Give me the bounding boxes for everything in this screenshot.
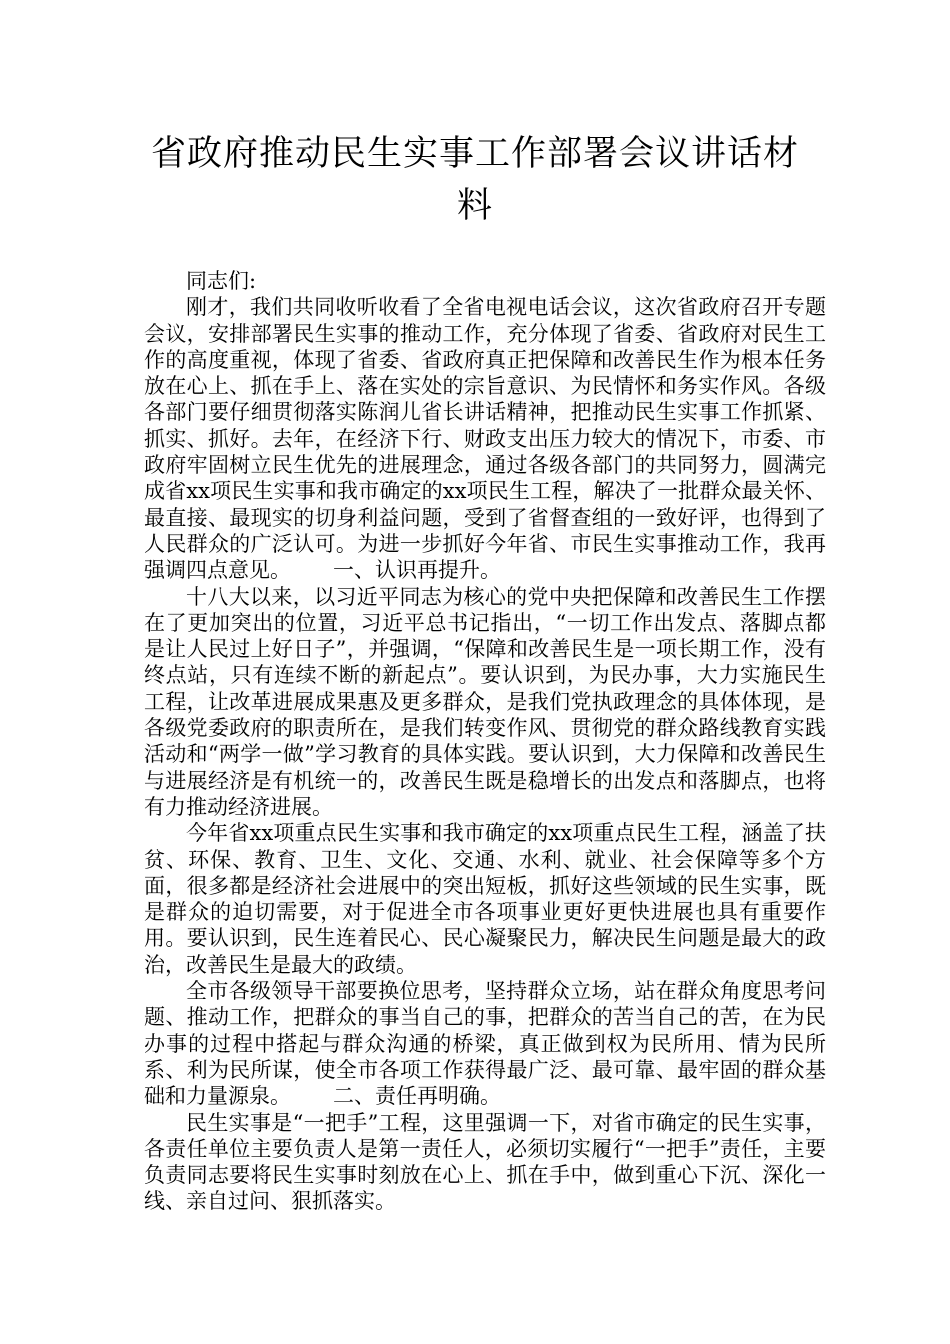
paragraph-3	[144, 820, 826, 978]
paragraph-text: 今年省xx项重点民生实事和我市确定的xx项重点民生工程，涵盖了扶贫、环保、教育、卫生、文化、交通、水利、就业、社会保障等多个方面，很多都是经济社会进展中的突出短板，抓好这些领域的民生实事，既是群众的迫切需要，对于促进全市各项事业更好更快进展也具有重要作用。要认识到，民生连着民心、民心凝聚民力，解决民生问题是最大的政治，改善民生是最大的政绩。	[144, 821, 826, 977]
paragraph-text: 刚才，我们共同收听收看了全省电视电话会议，这次省政府召开专题会议，安排部署民生实事的推动工作，充分体现了省委、省政府对民生工作的高度重视，体现了省委、省政府真正把保障和改善民生作为根本任务放在心上、抓在手上、落在实处的宗旨意识、为民情怀和务实作风。各级各部门要仔细贯彻落实陈润儿省长讲话精神，把推动民生实事工作抓紧、抓实、抓好。去年，在经济下行、财政支出压力较大的情况下，市委、市政府牢固树立民生优先的进展理念，通过各级各部门的共同努力，圆满完成省xx项民生实事和我市确定的xx项民生工程，解决了一批群众最关怀、最直接、最现实的切身利益问题，受到了省督查组的一致好评，也得到了人民群众的广泛认可。为进一步抓好今年省、市民生实事推动工作，我再强调四点意见。	[144, 295, 826, 583]
section-heading-2: 二、责任再明确。	[333, 1084, 501, 1109]
paragraph-text: 十八大以来，以习近平同志为核心的党中央把保障和改善民生工作摆在了更加突出的位置，习近平总书记指出，“一切工作出发点、落脚点都是让人民过上好日子”，并强调，“保障和改善民生是一项长期工作，没有终点站，只有连续不断的新起点”。要认识到，为民办事，大力实施民生工程，让改革进展成果惠及更多群众，是我们党执政理念的具体体现，是各级党委政府的职责所在，是我们转变作风、贯彻党的群众路线教育实践活动和“两学一做”学习教育的具体实践。要认识到，大力保障和改善民生与进展经济是有机统一的，改善民生既是稳增长的出发点和落脚点，也将有力推动经济进展。	[144, 584, 826, 819]
paragraph-2	[144, 584, 826, 821]
section-heading-1: 一、认识再提升。	[333, 558, 501, 583]
paragraph-text: 全市各级领导干部要换位思考，坚持群众立场，站在群众角度思考问题、推动工作，把群众的事当自己的事，把群众的苦当自己的苦，在为民办事的过程中搭起与群众沟通的桥梁，真正做到权为民所用、情为民所系、利为民所谋，使全市各项工作获得最广泛、最可靠、最牢固的群众基础和力量源泉。	[144, 979, 826, 1109]
paragraph-5	[144, 1110, 826, 1215]
salutation: 同志们:	[186, 269, 257, 293]
paragraph-text: 民生实事是“一把手”工程，这里强调一下，对省市确定的民生实事，各责任单位主要负责人是第一责任人，必须切实履行“一把手”责任，主要负责同志要将民生实事时刻放在心上、抓在手中，做到重心下沉、深化一线、亲自过问、狠抓落实。	[144, 1110, 826, 1214]
paragraph-1	[144, 294, 826, 583]
document-body	[144, 268, 826, 1215]
paragraph-4	[144, 978, 826, 1109]
document-title: 省政府推动民生实事工作部署会议讲话材料	[150, 134, 799, 226]
